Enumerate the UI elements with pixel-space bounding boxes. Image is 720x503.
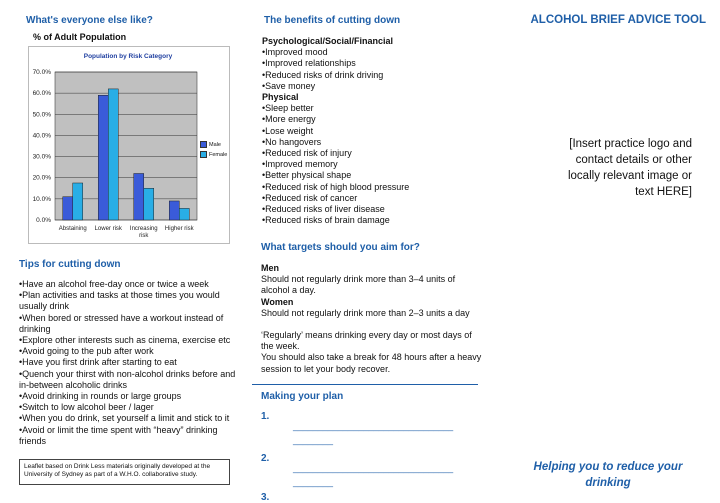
x-tick-label: Lower risk: [94, 226, 122, 232]
bar-male: [98, 95, 108, 220]
legend-female-swatch: [200, 151, 207, 158]
y-tick-label: 40.0%: [32, 132, 51, 140]
legend-female-label: Female: [209, 151, 228, 158]
plan-heading: Making your plan: [261, 391, 344, 402]
targets-body: [261, 263, 483, 375]
bar-female: [73, 183, 83, 220]
benefit-item: •More energy: [262, 114, 316, 125]
y-tick-label: 20.0%: [32, 174, 51, 182]
legend-female: [200, 151, 227, 158]
benefit-item: •Improved memory: [262, 159, 338, 170]
tip-item: •Have an alcohol free-day once or twice a week: [19, 279, 209, 289]
tool-title: ALCOHOL BRIEF ADVICE TOOL: [530, 14, 706, 26]
plan-number-3: 3.: [261, 492, 270, 503]
benefit-item: •Sleep better: [262, 103, 314, 114]
tip-item: •Switch to low alcohol beer / lager: [19, 402, 154, 413]
benefit-item: •Reduced risk of cancer: [262, 192, 358, 203]
men-heading: Men: [261, 263, 279, 273]
psf-heading: Psychological/Social/Financial: [262, 36, 394, 46]
tips-list: [19, 279, 244, 447]
tips-heading: Tips for cutting down: [19, 259, 121, 270]
regularly-text: ‘Regularly’ means drinking every day or most days of the week.: [261, 330, 472, 352]
benefit-item: •Better physical shape: [262, 170, 352, 181]
chart-title: Population by Risk Category: [83, 53, 173, 60]
y-tick-label: 60.0%: [32, 90, 51, 98]
tip-item: •Avoid or limit the time spent with “heavy” drinking friends: [19, 424, 218, 446]
plan-line-2b[interactable]: ________: [293, 477, 334, 487]
bar-female: [179, 208, 189, 220]
chart-legend: [200, 141, 227, 158]
benefits-list: [262, 36, 472, 226]
benefit-item: •Reduced risks of drink driving: [262, 69, 384, 80]
physical-heading: Physical: [262, 92, 299, 103]
plan-line-1[interactable]: ________________________________: [293, 421, 454, 431]
benefit-item: •Reduced risks of brain damage: [262, 215, 390, 226]
benefit-item: •No hangovers: [262, 136, 322, 147]
legend-male-label: Male: [209, 141, 221, 148]
benefit-item: •Improved mood: [262, 47, 328, 58]
benefit-item: •Reduced risks of liver disease: [262, 204, 385, 215]
tagline: Helping you to reduce your drinking: [533, 461, 683, 489]
benefit-item: •Reduced risk of injury: [262, 148, 352, 159]
x-tick-label: Abstaining: [58, 226, 87, 232]
bar-male: [63, 197, 73, 220]
women-heading: Women: [261, 296, 294, 307]
legend-male-swatch: [200, 141, 207, 148]
plan-number-2: 2.: [261, 453, 270, 464]
tip-item: •Avoid going to the pub after work: [19, 346, 154, 357]
tip-item: •When bored or stressed have a workout instead of drinking: [19, 312, 224, 334]
women-text: Should not regularly drink more than 2–3 units a day: [261, 307, 470, 318]
x-tick-label: risk: [139, 233, 149, 239]
benefits-heading: The benefits of cutting down: [264, 15, 401, 26]
y-tick-label: 0.0%: [36, 217, 51, 224]
tip-item: •Plan activities and tasks at those times you would usually drink: [19, 290, 220, 312]
benefit-item: •Reduced risk of high blood pressure: [262, 181, 410, 192]
tip-item: •Quench your thirst with non-alcohol drinks before and in-between alcoholic drinks: [19, 368, 236, 390]
y-tick-label: 50.0%: [32, 111, 51, 119]
bar-chart: [28, 46, 228, 242]
benefit-item: •Lose weight: [262, 125, 314, 136]
bar-female: [144, 188, 154, 220]
x-tick-label: Higher risk: [164, 226, 194, 232]
men-text: Should not regularly drink more than 3–4 units of alcohol a day.: [261, 274, 456, 296]
plan-divider: [252, 384, 478, 385]
footnote-text: Leaflet based on Drink Less materials originally developed at the University of Sydney as part of a W.H.O. collaborative study.: [24, 463, 211, 478]
chart-subheading: % of Adult Population: [33, 32, 127, 42]
y-tick-label: 30.0%: [32, 153, 51, 161]
bar-male: [169, 201, 179, 220]
bar-male: [134, 173, 144, 220]
tip-item: •Explore other interests such as cinema, exercise etc: [19, 335, 231, 346]
logo-placeholder: [Insert practice logo and contact details or other locally relevant image or text HERE]: [567, 138, 692, 198]
benefit-item: •Save money: [262, 80, 316, 91]
y-tick-label: 70.0%: [32, 69, 51, 76]
tip-item: •Avoid drinking in rounds or large groups: [19, 391, 182, 402]
targets-heading: What targets should you aim for?: [261, 242, 420, 253]
x-tick-label: Increasing: [129, 226, 158, 232]
plan-number-1: 1.: [261, 411, 270, 422]
break-text: You should also take a break for 48 hours after a heavy session to let your body recover.: [261, 352, 482, 374]
benefit-item: •Improved relationships: [262, 58, 356, 69]
tip-item: •When you do drink, set yourself a limit and stick to it: [19, 413, 230, 424]
y-tick-label: 10.0%: [32, 195, 51, 203]
legend-male: [200, 141, 227, 148]
footnote-box: [19, 459, 230, 485]
plan-line-2[interactable]: ________________________________: [293, 463, 454, 473]
bar-female: [108, 89, 118, 220]
left-heading: What's everyone else like?: [26, 15, 153, 26]
plan-line-1b[interactable]: ________: [293, 435, 334, 445]
tip-item: •Have you first drink after starting to eat: [19, 357, 177, 368]
